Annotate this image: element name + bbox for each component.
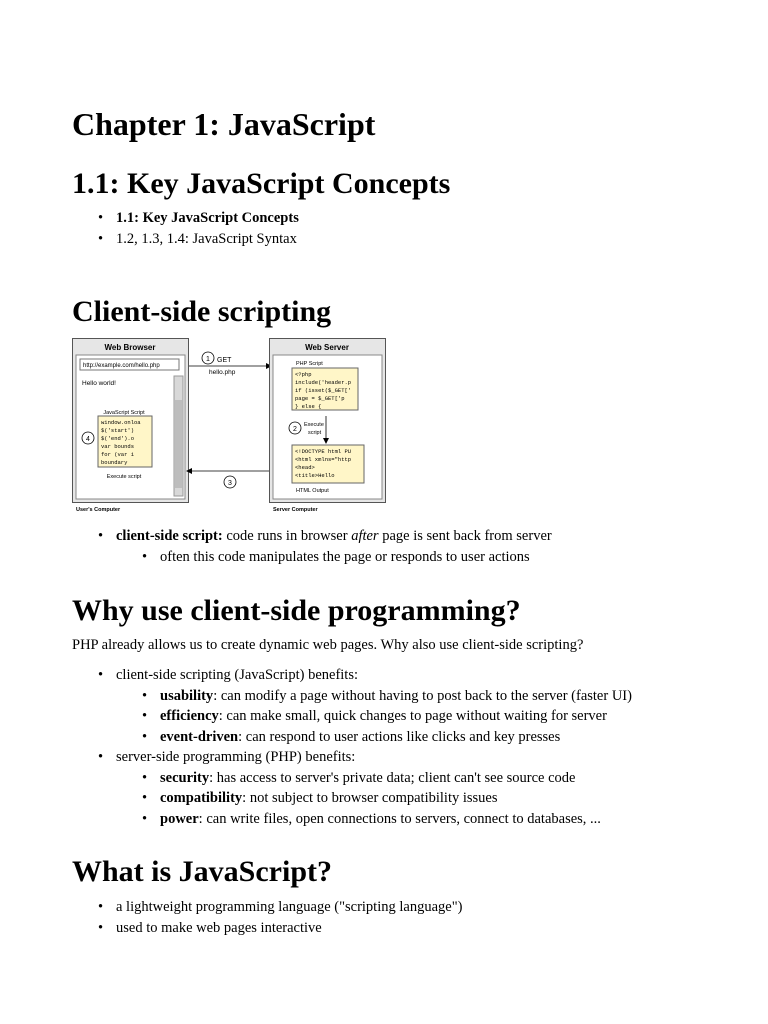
table-of-contents: [72, 208, 712, 249]
chapter-title: Chapter 1: JavaScript: [72, 106, 376, 142]
list-item: • client-side scripting (JavaScript) benefits:: [72, 665, 712, 686]
svg-text:<head>: <head>: [295, 464, 315, 471]
toc-item[interactable]: • 1.1: Key JavaScript Concepts: [72, 208, 712, 229]
what-list: [72, 897, 712, 938]
server-computer-label: Server Computer: [273, 507, 318, 513]
list-item: • client-side script: code runs in browser after page is sent back from server: [72, 526, 712, 547]
list-item: • often this code manipulates the page or responds to user actions: [72, 547, 712, 568]
svg-text:page = $_GET['p: page = $_GET['p: [295, 395, 345, 402]
step-4-marker: 4: [86, 436, 90, 443]
toc-item[interactable]: • 1.2, 1.3, 1.4: JavaScript Syntax: [72, 229, 712, 250]
why-heading: Why use client-side programming?: [72, 594, 521, 627]
benefits-list: [72, 665, 712, 829]
list-item: • server-side programming (PHP) benefits:: [72, 747, 712, 768]
execute-script-label: Execute script: [106, 474, 142, 480]
svg-text:window.onloa: window.onloa: [101, 419, 141, 426]
svg-text:include('header.p: include('header.p: [295, 379, 352, 386]
svg-text:<html xmlns="http: <html xmlns="http: [295, 456, 352, 463]
php-script-label: PHP Script: [296, 361, 323, 367]
web-server-title: Web Server: [305, 343, 349, 352]
get-file-label: hello.php: [209, 369, 236, 376]
list-item: • usability: can modify a page without having to post back to the server (faster UI): [72, 686, 712, 707]
svg-text:if (isset($_GET[': if (isset($_GET[': [295, 387, 352, 394]
client-side-heading: Client-side scripting: [72, 295, 332, 328]
list-item: • efficiency: can make small, quick changes to page without waiting for server: [72, 706, 712, 727]
svg-text:} else {: } else {: [295, 403, 322, 410]
get-label: GET: [217, 357, 232, 364]
step-1-marker: 1: [206, 356, 210, 363]
what-heading: What is JavaScript?: [72, 855, 333, 888]
client-side-bullets: [72, 526, 712, 567]
list-item: • a lightweight programming language ("scripting language"): [72, 897, 712, 918]
hello-text: Hello world!: [82, 380, 116, 387]
list-item: • event-driven: can respond to user actions like clicks and key presses: [72, 727, 712, 748]
svg-text:<!DOCTYPE html PU: <!DOCTYPE html PU: [295, 448, 352, 455]
list-item: • used to make web pages interactive: [72, 918, 712, 939]
list-item: • compatibility: not subject to browser compatibility issues: [72, 788, 712, 809]
svg-text:var bounds: var bounds: [101, 443, 135, 450]
why-intro: PHP already allows us to create dynamic web pages. Why also use client-side scripting?: [72, 637, 584, 653]
js-script-label: JavaScript Script: [103, 410, 145, 416]
web-browser-title: Web Browser: [104, 343, 156, 352]
html-output-label: HTML Output: [296, 488, 329, 494]
svg-text:$('end').o: $('end').o: [101, 435, 135, 442]
step-2-marker: 2: [293, 426, 297, 433]
execute-label: Execute: [304, 422, 324, 428]
list-item: • security: has access to server's private data; client can't see source code: [72, 768, 712, 789]
client-server-diagram: [72, 338, 386, 514]
url-text: http://example.com/hello.php: [83, 363, 160, 369]
svg-text:boundary: boundary: [101, 459, 128, 466]
users-computer-label: User's Computer: [76, 507, 121, 513]
svg-text:<?php: <?php: [295, 371, 312, 378]
list-item: • power: can write files, open connections to servers, connect to databases, ...: [72, 809, 712, 830]
svg-text:$('start'): $('start'): [101, 427, 135, 434]
step-3-marker: 3: [228, 480, 232, 487]
section-title: 1.1: Key JavaScript Concepts: [72, 167, 451, 200]
svg-text:for (var i: for (var i: [101, 451, 135, 458]
svg-text:<title>Hello: <title>Hello: [295, 472, 335, 479]
svg-text:script: script: [308, 430, 322, 436]
